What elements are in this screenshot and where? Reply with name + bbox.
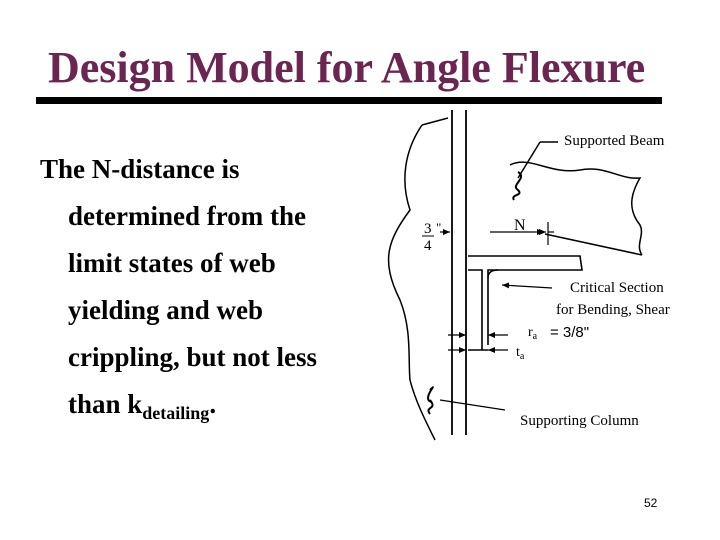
body-line-4: yielding and web bbox=[68, 295, 264, 325]
ra-value: = 3/8" bbox=[550, 324, 590, 341]
page-number: 52 bbox=[644, 496, 658, 510]
supporting-column-label: Supporting Column bbox=[520, 413, 639, 429]
supported-beam-label: Supported Beam bbox=[564, 133, 665, 149]
inch-mark: " bbox=[436, 220, 442, 235]
body-line-2: determined from the bbox=[68, 201, 306, 231]
body-line-3: limit states of web bbox=[68, 248, 276, 278]
body-line-6-main: than k bbox=[68, 389, 143, 419]
ta-subscript: a bbox=[519, 351, 525, 362]
fraction-numerator: 3 bbox=[424, 221, 432, 237]
angle-inner bbox=[468, 270, 482, 350]
ra-subscript: a bbox=[532, 331, 538, 342]
critical-section-line1: Critical Section bbox=[570, 280, 664, 296]
beam-leader bbox=[518, 142, 540, 178]
beam-web-bottom bbox=[545, 234, 642, 255]
body-line-6-sub: detailing bbox=[142, 403, 210, 423]
critical-section-line2: for Bending, Shear bbox=[556, 302, 670, 318]
fraction-denominator: 4 bbox=[424, 238, 432, 254]
angle-fillet bbox=[488, 270, 498, 278]
body-line-1: The N-distance is bbox=[40, 154, 240, 184]
column-outline bbox=[389, 125, 435, 440]
ta-label bbox=[516, 345, 525, 362]
column-leader bbox=[440, 400, 505, 410]
column-break-symbol bbox=[428, 387, 433, 414]
body-line-6 bbox=[40, 381, 380, 437]
body-text bbox=[40, 146, 380, 437]
ta-symbol: t bbox=[516, 345, 520, 360]
slide-title: Design Model for Angle Flexure bbox=[48, 43, 646, 92]
n-label: N bbox=[514, 217, 526, 234]
ra-symbol: r bbox=[528, 325, 533, 340]
body-line-6-end: . bbox=[209, 389, 217, 419]
angle-connection-diagram bbox=[380, 110, 710, 450]
title-underline bbox=[36, 97, 662, 104]
critical-section-leader bbox=[502, 285, 552, 288]
body-line-5: crippling, but not less bbox=[68, 342, 318, 372]
column-edge-top bbox=[422, 118, 448, 125]
ra-label bbox=[528, 325, 538, 342]
